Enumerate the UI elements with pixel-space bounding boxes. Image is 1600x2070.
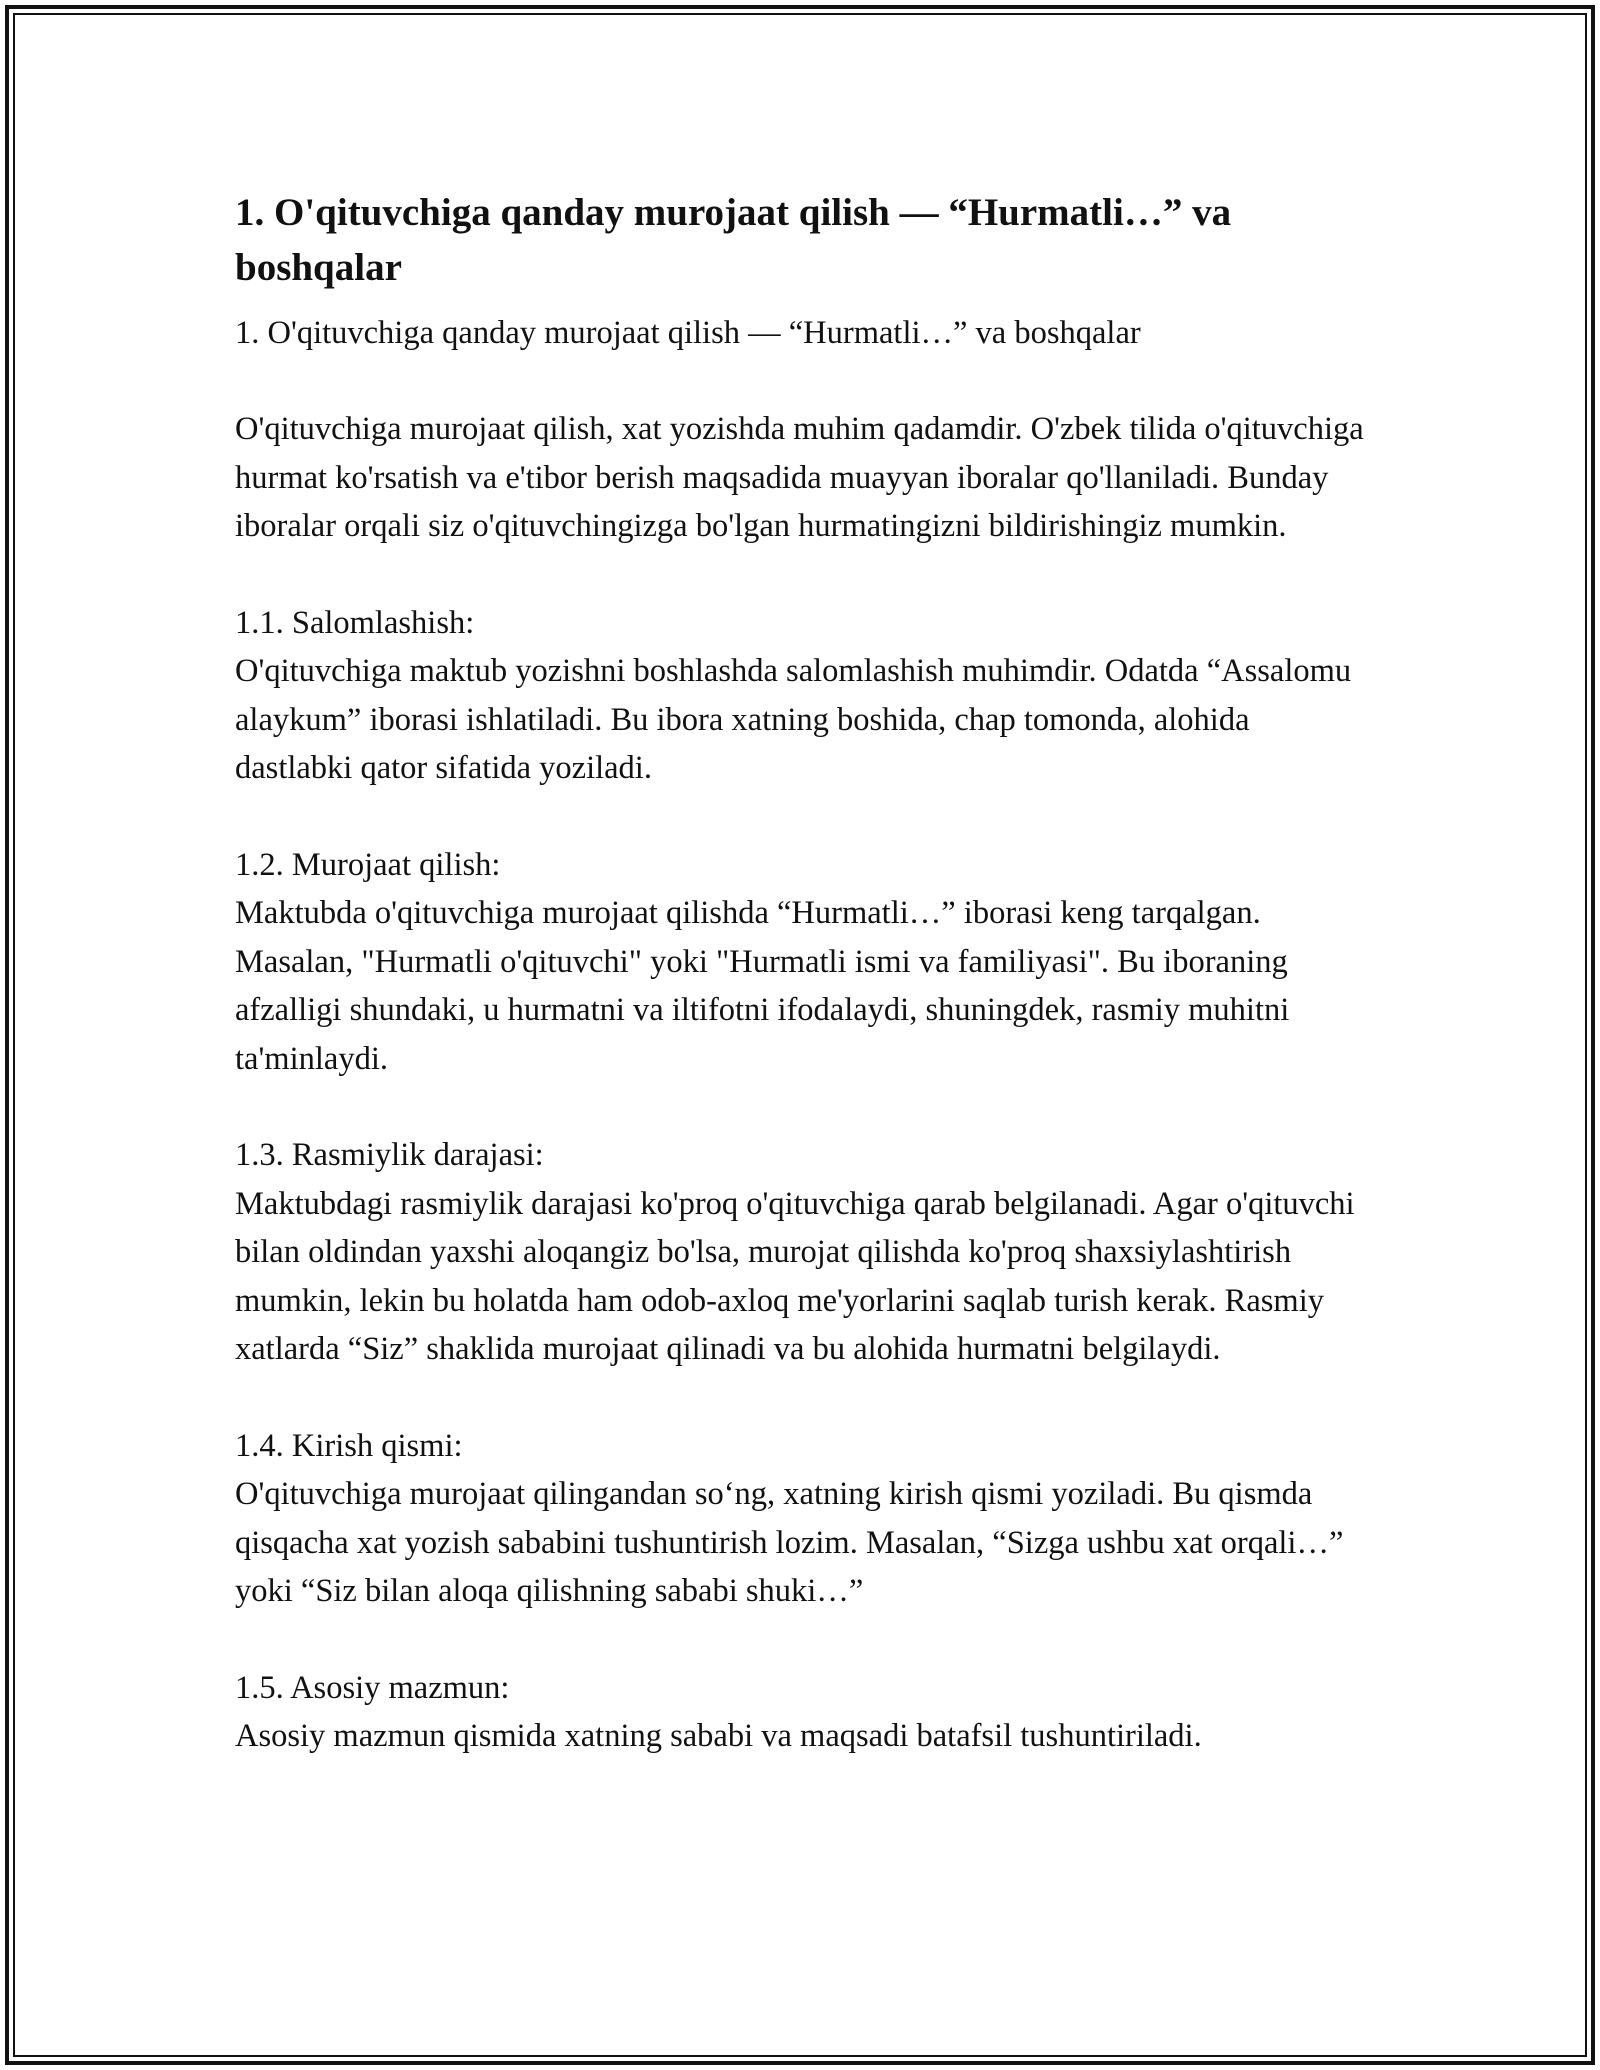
document-subtitle: 1. O'qituvchiga qanday murojaat qilish — “Hurmatli…” va boshqalar [235, 315, 1141, 351]
section-body: Maktubdagi rasmiylik darajasi ko'proq o'qituvchiga qarab belgilanadi. Agar o'qituvchi bilan oldindan yaxshi aloqangiz bo'lsa, murojat qilishda ko'proq shaxsiylashtirish mumkin, lekin bu holatda ham odob-axloq me'yorlarini saqlab turish kerak. Rasmiy xatlarda “Siz” shaklida murojaat qilinadi va bu alohida hurmatni belgilaydi. [235, 1185, 1355, 1367]
section-kirish-qismi [235, 1422, 1365, 1616]
section-murojaat-qilish [235, 841, 1365, 1084]
section-body: O'qituvchiga maktub yozishni boshlashda salomlashish muhimdir. Odatda “Assalomu alaykum” iborasi ishlatiladi. Bu ibora xatning boshida, chap tomonda, alohida dastlabki qator sifatida yoziladi. [235, 653, 1352, 786]
section-heading: 1.2. Murojaat qilish: [235, 846, 501, 883]
section-body: Asosiy mazmun qismida xatning sababi va maqsadi batafsil tushuntiriladi. [235, 1718, 1202, 1754]
section-body: Maktubda o'qituvchiga murojaat qilishda “Hurmatli…” iborasi keng tarqalgan. Masalan, "Hurmatli o'qituvchi" yoki "Hurmatli ismi va familiyasi". Bu iboraning afzalligi shundaki, u hurmatni va iltifotni ifodalaydi, shuningdek, rasmiy muhitni ta'minlaydi. [235, 895, 1290, 1077]
section-asosiy-mazmun [235, 1664, 1365, 1761]
section-rasmiylik-darajasi [235, 1131, 1365, 1374]
section-heading: 1.5. Asosiy mazmun: [235, 1669, 510, 1706]
section-salomlashish [235, 599, 1365, 793]
section-body: O'qituvchiga murojaat qilingandan so‘ng, xatning kirish qismi yoziladi. Bu qismda qisqacha xat yozish sababini tushuntirish lozim. Masalan, “Sizga ushbu xat orqali…” yoki “Siz bilan aloqa qilishning sababi shuki…” [235, 1476, 1344, 1609]
intro-paragraph: O'qituvchiga murojaat qilish, xat yozishda muhim qadamdir. O'zbek tilida o'qituvchiga hurmat ko'rsatish va e'tibor berish maqsadida muayyan iboralar qo'llaniladi. Bunday iboralar orqali siz o'qituvchingizga bo'lgan hurmatingizni bildirishingiz mumkin. [235, 411, 1364, 544]
section-heading: 1.1. Salomlashish: [235, 604, 475, 641]
section-heading: 1.4. Kirish qismi: [235, 1427, 463, 1464]
section-heading: 1.3. Rasmiylik darajasi: [235, 1137, 544, 1173]
document-title: 1. O'qituvchiga qanday murojaat qilish — “Hurmatli…” va boshqalar [235, 191, 1232, 289]
document-content [235, 185, 1365, 1761]
